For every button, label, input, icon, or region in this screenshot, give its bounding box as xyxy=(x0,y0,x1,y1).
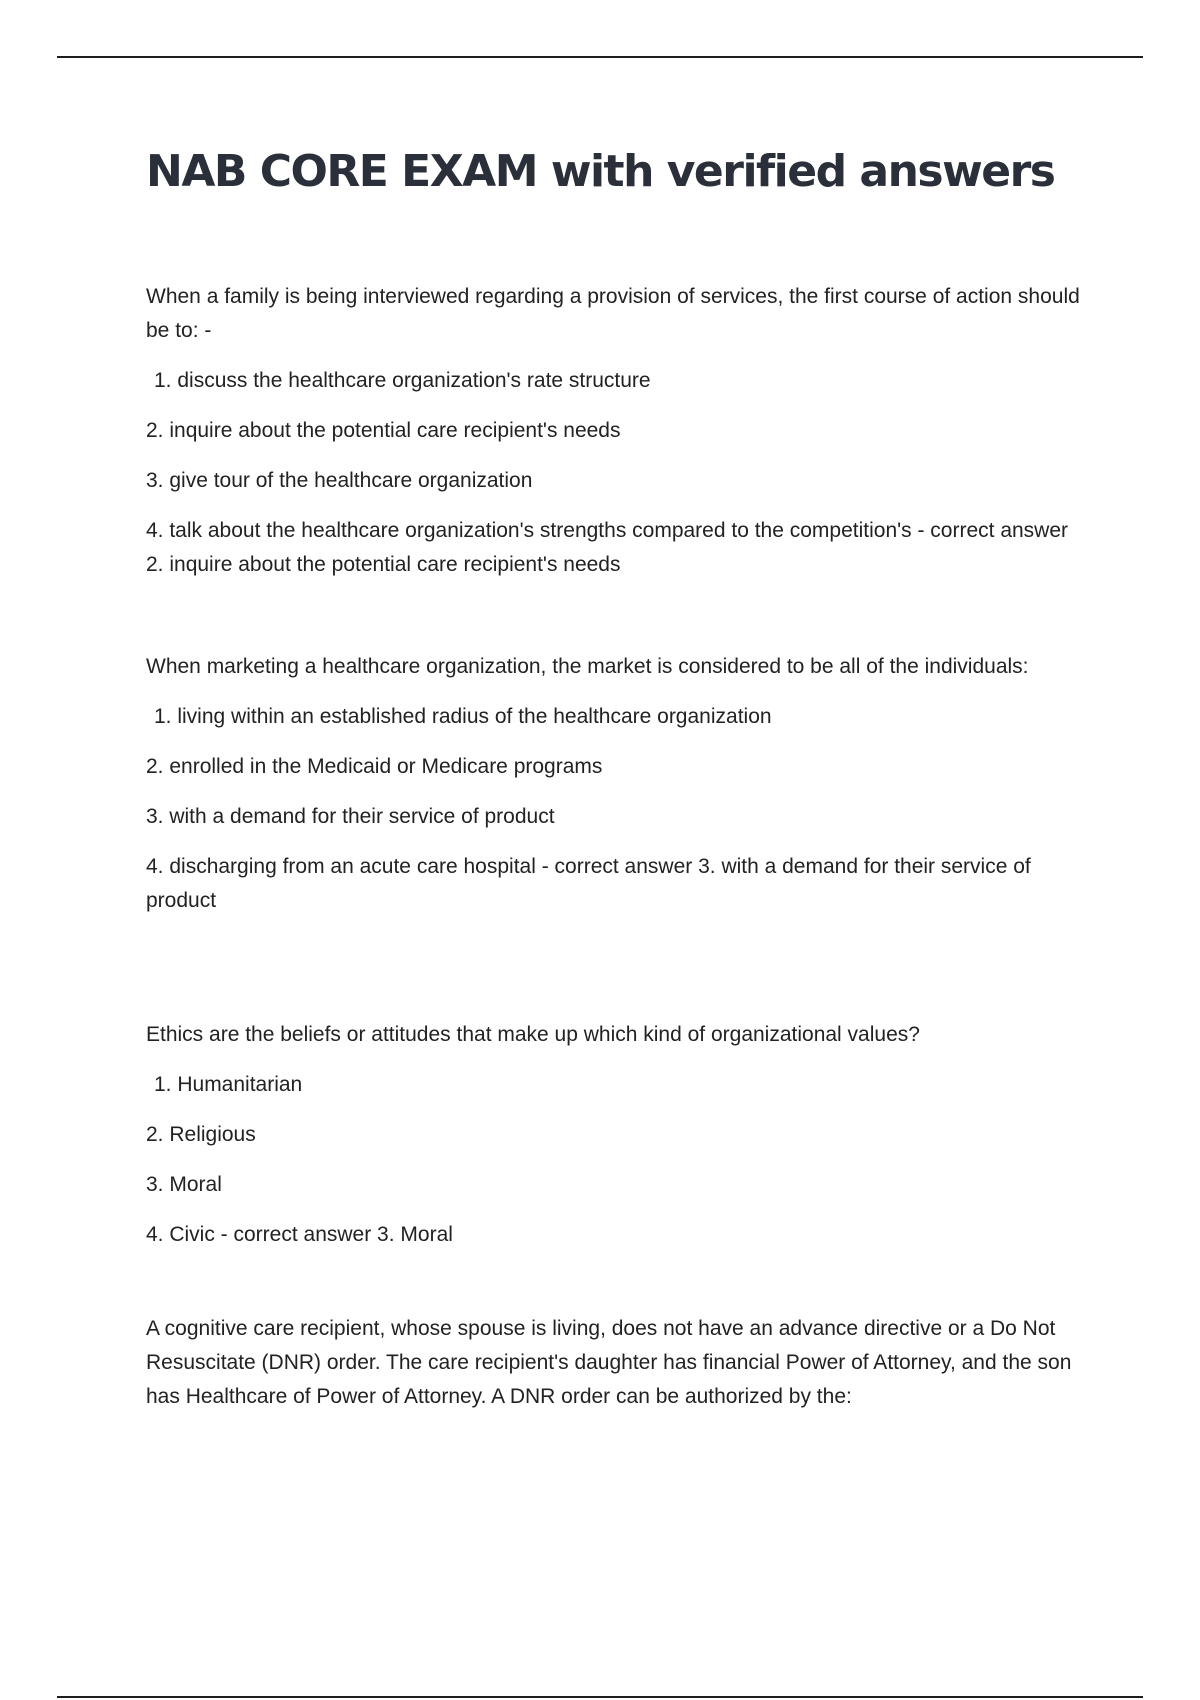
top-rule xyxy=(57,56,1143,58)
question-text: When a family is being interviewed regarding a provision of services, the first course of action should be to: - xyxy=(146,285,1080,342)
document-title: NAB CORE EXAM with verified answers xyxy=(146,146,1055,197)
answer-option: 1. discuss the healthcare organization's rate structure xyxy=(154,369,651,392)
answer-option: 3. with a demand for their service of product xyxy=(146,805,555,828)
question-4 xyxy=(146,1312,1086,1430)
answer-option: 4. talk about the healthcare organization's strengths compared to the competition's - correct answer 2. inquire about the potential care recipient's needs xyxy=(146,519,1069,576)
answer-option: 3. give tour of the healthcare organization xyxy=(146,469,533,492)
answer-option: 1. living within an established radius of the healthcare organization xyxy=(154,705,772,728)
answer-option: 2. inquire about the potential care recipient's needs xyxy=(146,419,621,442)
answer-option: 3. Moral xyxy=(146,1173,222,1196)
answer-option: 4. Civic - correct answer 3. Moral xyxy=(146,1223,453,1246)
question-text: When marketing a healthcare organization, the market is considered to be all of the individuals: xyxy=(146,655,1029,678)
question-1 xyxy=(146,280,1086,598)
question-2 xyxy=(146,650,1086,934)
answer-option: 2. enrolled in the Medicaid or Medicare programs xyxy=(146,755,603,778)
question-3 xyxy=(146,1018,1086,1268)
answer-option: 2. Religious xyxy=(146,1123,256,1146)
bottom-rule xyxy=(57,1696,1143,1698)
document-content xyxy=(146,140,1086,1408)
question-text: Ethics are the beliefs or attitudes that make up which kind of organizational values? xyxy=(146,1023,920,1046)
answer-option: 1. Humanitarian xyxy=(154,1073,303,1096)
answer-option: 4. discharging from an acute care hospital - correct answer 3. with a demand for their service of product xyxy=(146,855,1031,912)
question-text: A cognitive care recipient, whose spouse is living, does not have an advance directive or a Do Not Resuscitate (DNR) order. The care recipient's daughter has financial Power of Attorney, and the son has Healthcare of Power of Attorney. A DNR order can be authorized by the: xyxy=(146,1317,1072,1408)
